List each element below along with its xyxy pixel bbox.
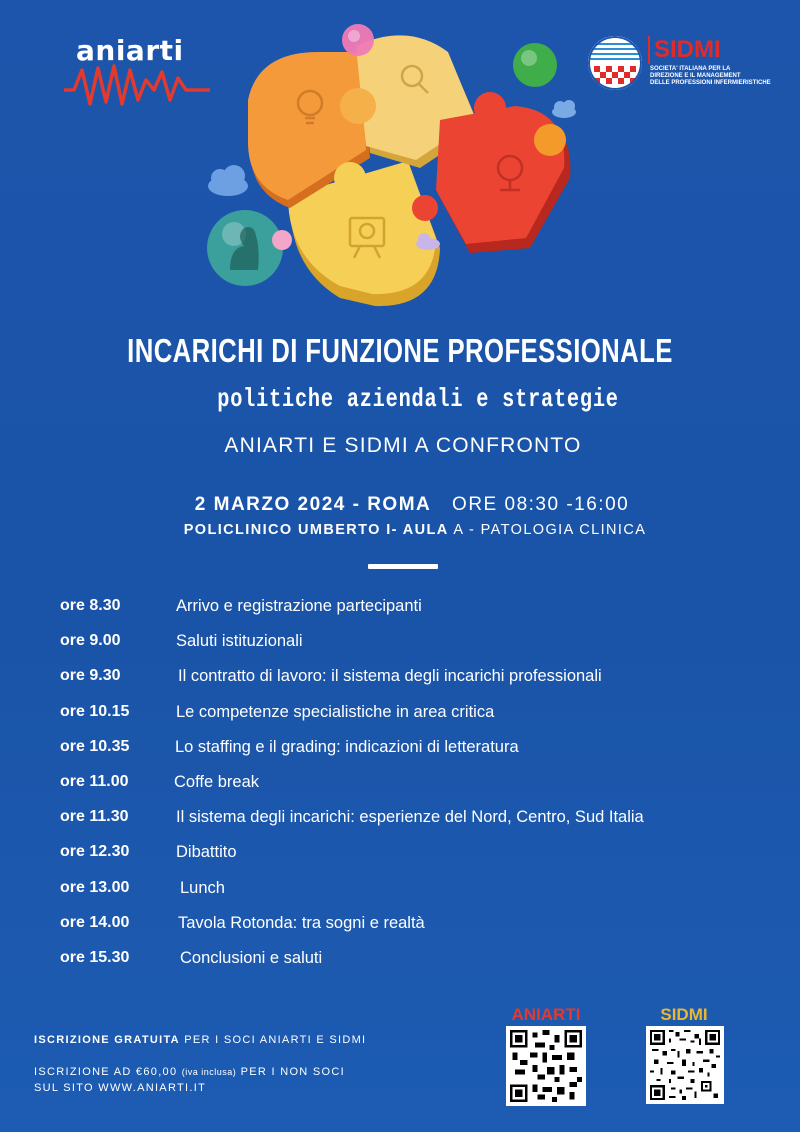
aniarti-qr-code[interactable] <box>506 1026 586 1106</box>
schedule-desc: Conclusioni e saluti <box>180 948 323 967</box>
schedule-desc: Coffe break <box>174 772 259 791</box>
schedule-time: ore 13.00 <box>60 878 130 896</box>
registration-site: SUL SITO WWW.ANIARTI.IT <box>34 1082 207 1094</box>
schedule-time: ore 11.00 <box>60 772 129 790</box>
schedule-desc: Tavola Rotonda: tra sogni e realtà <box>178 913 425 932</box>
registration-paid-text: PER I NON SOCI <box>240 1066 346 1078</box>
schedule-row <box>60 876 780 911</box>
schedule-time: ore 10.35 <box>60 737 130 755</box>
schedule-row <box>60 594 780 629</box>
registration-paid <box>34 1066 345 1078</box>
schedule-time: ore 8.30 <box>60 597 121 614</box>
schedule-time: ore 11.30 <box>60 808 129 826</box>
aniarti-qr-label: ANIARTI <box>511 1005 581 1024</box>
registration-vat-note: (iva inclusa) <box>181 1067 237 1077</box>
schedule-list <box>60 594 780 981</box>
schedule-desc: Le competenze specialistiche in area critica <box>176 702 495 721</box>
schedule-time: ore 14.00 <box>60 913 130 931</box>
schedule-desc: Il contratto di lavoro: il sistema degli incarichi professionali <box>178 667 602 686</box>
sidmi-subtitle-line: DELLE PROFESSIONI INFERMIERISTICHE <box>650 80 771 86</box>
sidmi-qr-label: SIDMI <box>660 1005 708 1024</box>
sidmi-logo-subtitle <box>650 66 780 87</box>
registration-free <box>34 1034 366 1046</box>
registration-paid-fee: ISCRIZIONE AD €60,00 <box>34 1066 178 1078</box>
event-title: INCARICHI DI FUNZIONE PROFESSIONALE <box>127 332 673 369</box>
schedule-desc: Lo staffing e il grading: indicazioni di letteratura <box>175 737 519 756</box>
sidmi-subtitle-line: SOCIETA' ITALIANA PER LA <box>650 66 731 72</box>
schedule-row <box>60 911 780 946</box>
schedule-time: ore 10.15 <box>60 702 130 720</box>
schedule-time: ore 9.30 <box>60 667 121 685</box>
schedule-row <box>60 735 780 770</box>
event-date-place: 2 MARZO 2024 - ROMA <box>194 494 432 515</box>
schedule-time: ore 12.30 <box>60 843 130 861</box>
schedule-desc: Dibattito <box>176 843 237 862</box>
schedule-time: ore 9.00 <box>60 632 121 650</box>
schedule-row <box>60 946 780 981</box>
schedule-row <box>60 840 780 875</box>
divider <box>368 564 438 569</box>
schedule-row <box>60 664 780 699</box>
sidmi-qr-code[interactable] <box>646 1026 724 1104</box>
venue-name: POLICLINICO UMBERTO I- AULA <box>183 522 449 538</box>
registration-free-text: PER I SOCI ANIARTI E SIDMI <box>184 1034 367 1046</box>
registration-free-label: ISCRIZIONE GRATUITA <box>34 1034 180 1046</box>
schedule-desc: Lunch <box>180 878 225 897</box>
schedule-desc: Arrivo e registrazione partecipanti <box>176 597 422 615</box>
venue-room: A - PATOLOGIA CLINICA <box>453 522 647 538</box>
schedule-desc: Saluti istituzionali <box>176 632 303 651</box>
aniarti-logo-text: aniarti <box>76 34 184 67</box>
schedule-row <box>60 770 780 805</box>
schedule-row <box>60 805 780 840</box>
schedule-row <box>60 700 780 735</box>
event-venue <box>0 522 800 538</box>
event-date-line <box>0 494 800 516</box>
event-tagline: ANIARTI E SIDMI A CONFRONTO <box>224 434 582 457</box>
sidmi-logo <box>588 36 778 96</box>
sidmi-subtitle-line: DIREZIONE E IL MANAGEMENT <box>650 73 741 79</box>
sidmi-logo-name: SIDMI <box>648 36 721 64</box>
puzzle-illustration <box>190 18 610 318</box>
schedule-desc: Il sistema degli incarichi: esperienze del Nord, Centro, Sud Italia <box>176 808 644 827</box>
event-hours: ORE 08:30 -16:00 <box>452 494 630 515</box>
event-subtitle: politiche aziendali e strategie <box>217 384 619 414</box>
schedule-row <box>60 629 780 664</box>
schedule-time: ore 15.30 <box>60 948 130 966</box>
